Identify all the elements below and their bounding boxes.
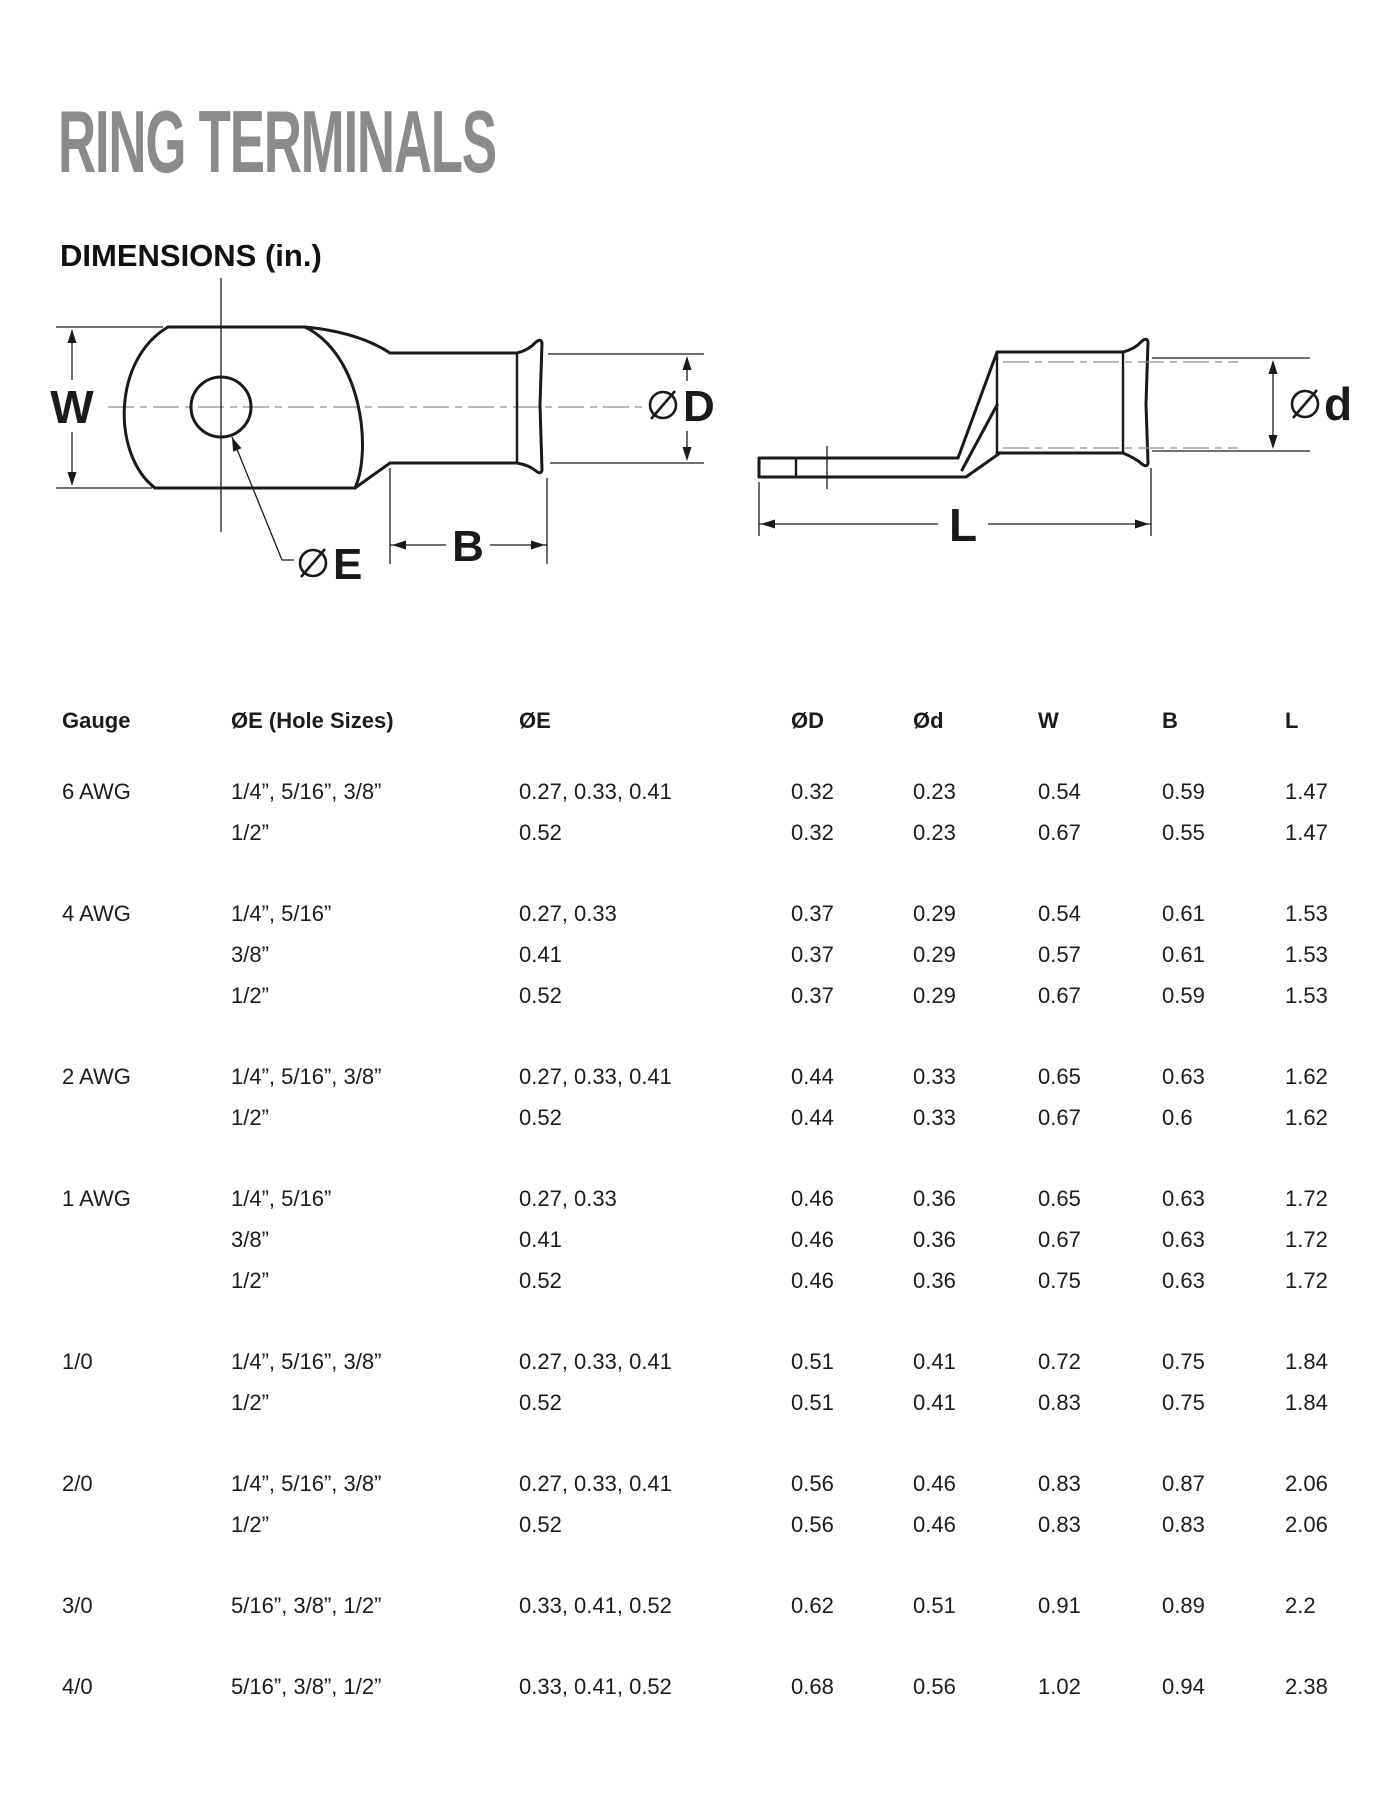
cell-oe: 0.52: [519, 1511, 562, 1537]
cell-od-small: 0.29: [913, 982, 956, 1008]
cell-gauge: 3/0: [62, 1592, 93, 1618]
table-row: [62, 1178, 1382, 1219]
cell-od: 0.44: [791, 1104, 834, 1130]
cell-od-small: 0.36: [913, 1226, 956, 1252]
cell-l: 1.53: [1285, 941, 1328, 967]
table-row: [62, 893, 1382, 934]
column-header-od-small: Ød: [913, 707, 944, 733]
cell-w: 0.75: [1038, 1267, 1081, 1293]
table-row: [62, 1056, 1382, 1097]
cell-od: 0.68: [791, 1673, 834, 1699]
cell-od-small: 0.46: [913, 1511, 956, 1537]
cell-l: 1.72: [1285, 1267, 1328, 1293]
cell-od-small: 0.29: [913, 900, 956, 926]
b-dimension-label: B: [452, 522, 484, 571]
cell-od: 0.37: [791, 900, 834, 926]
cell-b: 0.61: [1162, 900, 1205, 926]
cell-hole-sizes: 5/16”, 3/8”, 1/2”: [231, 1673, 382, 1699]
cell-oe: 0.27, 0.33, 0.41: [519, 1348, 672, 1374]
column-header-od: ØD: [791, 707, 824, 733]
od-arrow-up: [683, 356, 692, 370]
cell-gauge: 2 AWG: [62, 1063, 131, 1089]
oe-leader-arrow: [232, 437, 241, 452]
cell-w: 0.91: [1038, 1592, 1081, 1618]
cell-gauge: 4/0: [62, 1673, 93, 1699]
cell-oe: 0.27, 0.33: [519, 900, 617, 926]
cell-l: 1.53: [1285, 900, 1328, 926]
cell-od-small: 0.23: [913, 819, 956, 845]
table-row: [62, 1097, 1382, 1138]
cell-od: 0.51: [791, 1389, 834, 1415]
table-row: [62, 975, 1382, 1016]
cell-w: 0.72: [1038, 1348, 1081, 1374]
cell-w: 0.83: [1038, 1389, 1081, 1415]
cell-b: 0.75: [1162, 1389, 1205, 1415]
cell-l: 2.2: [1285, 1592, 1316, 1618]
cell-oe: 0.33, 0.41, 0.52: [519, 1592, 672, 1618]
cell-oe: 0.52: [519, 1389, 562, 1415]
table-row: [62, 1219, 1382, 1260]
cell-w: 0.54: [1038, 900, 1081, 926]
cell-b: 0.63: [1162, 1226, 1205, 1252]
gauge-group: [62, 1585, 1382, 1626]
gauge-group: [62, 1056, 1382, 1138]
barrel-flare-right: [1123, 339, 1148, 466]
cell-hole-sizes: 1/4”, 5/16”: [231, 1185, 332, 1211]
cell-l: 1.53: [1285, 982, 1328, 1008]
cell-hole-sizes: 1/4”, 5/16”, 3/8”: [231, 1063, 382, 1089]
table-row: [62, 934, 1382, 975]
cell-od: 0.46: [791, 1185, 834, 1211]
cell-oe: 0.52: [519, 1267, 562, 1293]
cell-od-small: 0.33: [913, 1063, 956, 1089]
cell-l: 2.38: [1285, 1673, 1328, 1699]
table-row: [62, 812, 1382, 853]
cell-w: 1.02: [1038, 1673, 1081, 1699]
side-view-drawing: [759, 339, 1352, 551]
cell-l: 2.06: [1285, 1511, 1328, 1537]
table-body: [62, 771, 1382, 1707]
cell-od-small: 0.29: [913, 941, 956, 967]
oe-dimension-label: E: [333, 540, 363, 589]
cell-od-small: 0.46: [913, 1470, 956, 1496]
diameter-symbol: [1292, 390, 1318, 418]
table-row: [62, 1585, 1382, 1626]
l-dimension-label: L: [948, 499, 978, 551]
cell-gauge: 1 AWG: [62, 1185, 131, 1211]
column-header-hole-sizes: ØE (Hole Sizes): [231, 707, 394, 733]
column-header-w: W: [1038, 707, 1059, 733]
cell-hole-sizes: 3/8”: [231, 1226, 269, 1252]
od-small-dimension-label: d: [1324, 378, 1353, 430]
l-arrow-left: [761, 520, 775, 529]
cell-w: 0.83: [1038, 1511, 1081, 1537]
cone-bottom-edge: [966, 453, 1000, 477]
cell-w: 0.65: [1038, 1063, 1081, 1089]
tongue-outline: [759, 458, 966, 477]
table-header-row: [62, 700, 1382, 741]
cell-l: 1.84: [1285, 1348, 1328, 1374]
table-row: [62, 1463, 1382, 1504]
dimensions-table: [62, 700, 1382, 1747]
cell-gauge: 6 AWG: [62, 778, 131, 804]
cell-oe: 0.27, 0.33, 0.41: [519, 1470, 672, 1496]
cell-b: 0.89: [1162, 1592, 1205, 1618]
od-small-arrow-down: [1269, 435, 1278, 449]
diameter-symbol: [300, 549, 326, 577]
cell-b: 0.75: [1162, 1348, 1205, 1374]
cell-od: 0.51: [791, 1348, 834, 1374]
cell-oe: 0.52: [519, 982, 562, 1008]
gauge-group: [62, 1341, 1382, 1423]
cell-od-small: 0.36: [913, 1185, 956, 1211]
table-row: [62, 1260, 1382, 1301]
table-row: [62, 1504, 1382, 1545]
cell-b: 0.6: [1162, 1104, 1193, 1130]
cell-hole-sizes: 1/4”, 5/16”: [231, 900, 332, 926]
l-arrow-right: [1135, 520, 1149, 529]
cell-w: 0.67: [1038, 1104, 1081, 1130]
cell-w: 0.67: [1038, 982, 1081, 1008]
cell-w: 0.57: [1038, 941, 1081, 967]
gauge-group: [62, 1178, 1382, 1301]
cell-od-small: 0.51: [913, 1592, 956, 1618]
gauge-group: [62, 1666, 1382, 1707]
cell-b: 0.55: [1162, 819, 1205, 845]
cell-oe: 0.27, 0.33, 0.41: [519, 1063, 672, 1089]
cell-w: 0.65: [1038, 1185, 1081, 1211]
cell-l: 1.47: [1285, 819, 1328, 845]
page-title: RING TERMINALS: [58, 92, 496, 191]
cell-hole-sizes: 1/4”, 5/16”, 3/8”: [231, 778, 382, 804]
cell-hole-sizes: 1/4”, 5/16”, 3/8”: [231, 1470, 382, 1496]
cell-hole-sizes: 1/2”: [231, 982, 269, 1008]
cell-oe: 0.41: [519, 1226, 562, 1252]
cell-b: 0.94: [1162, 1673, 1205, 1699]
cell-od: 0.37: [791, 982, 834, 1008]
cell-gauge: 4 AWG: [62, 900, 131, 926]
cell-l: 1.84: [1285, 1389, 1328, 1415]
cell-hole-sizes: 1/4”, 5/16”, 3/8”: [231, 1348, 382, 1374]
table-row: [62, 1666, 1382, 1707]
top-view-drawing: [48, 278, 729, 589]
cell-gauge: 2/0: [62, 1470, 93, 1496]
cell-od: 0.37: [791, 941, 834, 967]
oe-leader-line: [232, 437, 294, 560]
cell-hole-sizes: 3/8”: [231, 941, 269, 967]
cell-b: 0.83: [1162, 1511, 1205, 1537]
cell-b: 0.87: [1162, 1470, 1205, 1496]
cell-oe: 0.41: [519, 941, 562, 967]
cell-hole-sizes: 1/2”: [231, 1511, 269, 1537]
cell-hole-sizes: 1/2”: [231, 1267, 269, 1293]
cell-od-small: 0.36: [913, 1267, 956, 1293]
w-arrow-up: [68, 329, 77, 343]
cell-od-small: 0.41: [913, 1348, 956, 1374]
table-row: [62, 771, 1382, 812]
cell-b: 0.63: [1162, 1185, 1205, 1211]
cell-od: 0.56: [791, 1511, 834, 1537]
cell-b: 0.63: [1162, 1063, 1205, 1089]
cell-od-small: 0.33: [913, 1104, 956, 1130]
cell-hole-sizes: 1/2”: [231, 1104, 269, 1130]
cell-l: 1.72: [1285, 1226, 1328, 1252]
od-small-arrow-up: [1269, 360, 1278, 374]
cell-w: 0.54: [1038, 778, 1081, 804]
gauge-group: [62, 771, 1382, 853]
cell-oe: 0.52: [519, 1104, 562, 1130]
cell-b: 0.61: [1162, 941, 1205, 967]
cell-hole-sizes: 1/2”: [231, 819, 269, 845]
cell-od: 0.44: [791, 1063, 834, 1089]
section-subtitle: DIMENSIONS (in.): [60, 238, 322, 273]
cell-oe: 0.27, 0.33: [519, 1185, 617, 1211]
cell-l: 2.06: [1285, 1470, 1328, 1496]
column-header-oe: ØE: [519, 707, 551, 733]
gauge-group: [62, 1463, 1382, 1545]
cell-od: 0.32: [791, 819, 834, 845]
cell-w: 0.67: [1038, 819, 1081, 845]
cell-w: 0.67: [1038, 1226, 1081, 1252]
b-arrow-left: [392, 541, 406, 550]
column-header-gauge: Gauge: [62, 707, 131, 733]
cell-hole-sizes: 5/16”, 3/8”, 1/2”: [231, 1592, 382, 1618]
cell-b: 0.59: [1162, 778, 1205, 804]
cell-od: 0.62: [791, 1592, 834, 1618]
cell-l: 1.62: [1285, 1063, 1328, 1089]
column-header-b: B: [1162, 707, 1178, 733]
b-arrow-right: [531, 541, 545, 550]
w-dimension-label: W: [50, 381, 94, 433]
cell-b: 0.59: [1162, 982, 1205, 1008]
cell-oe: 0.52: [519, 819, 562, 845]
table-row: [62, 1341, 1382, 1382]
table-row: [62, 1382, 1382, 1423]
cell-od-small: 0.41: [913, 1389, 956, 1415]
cell-od: 0.32: [791, 778, 834, 804]
gauge-group: [62, 893, 1382, 1016]
cell-od: 0.46: [791, 1267, 834, 1293]
cell-l: 1.47: [1285, 778, 1328, 804]
od-arrow-down: [683, 447, 692, 461]
cell-od-small: 0.56: [913, 1673, 956, 1699]
cell-oe: 0.27, 0.33, 0.41: [519, 778, 672, 804]
cell-w: 0.83: [1038, 1470, 1081, 1496]
column-header-l: L: [1285, 707, 1299, 733]
cell-l: 1.62: [1285, 1104, 1328, 1130]
cell-od-small: 0.23: [913, 778, 956, 804]
od-dimension-label: D: [683, 382, 715, 431]
cell-od: 0.46: [791, 1226, 834, 1252]
cell-b: 0.63: [1162, 1267, 1205, 1293]
cell-od: 0.56: [791, 1470, 834, 1496]
cell-gauge: 1/0: [62, 1348, 93, 1374]
cell-l: 1.72: [1285, 1185, 1328, 1211]
w-arrow-down: [68, 472, 77, 486]
cell-hole-sizes: 1/2”: [231, 1389, 269, 1415]
cell-oe: 0.33, 0.41, 0.52: [519, 1673, 672, 1699]
